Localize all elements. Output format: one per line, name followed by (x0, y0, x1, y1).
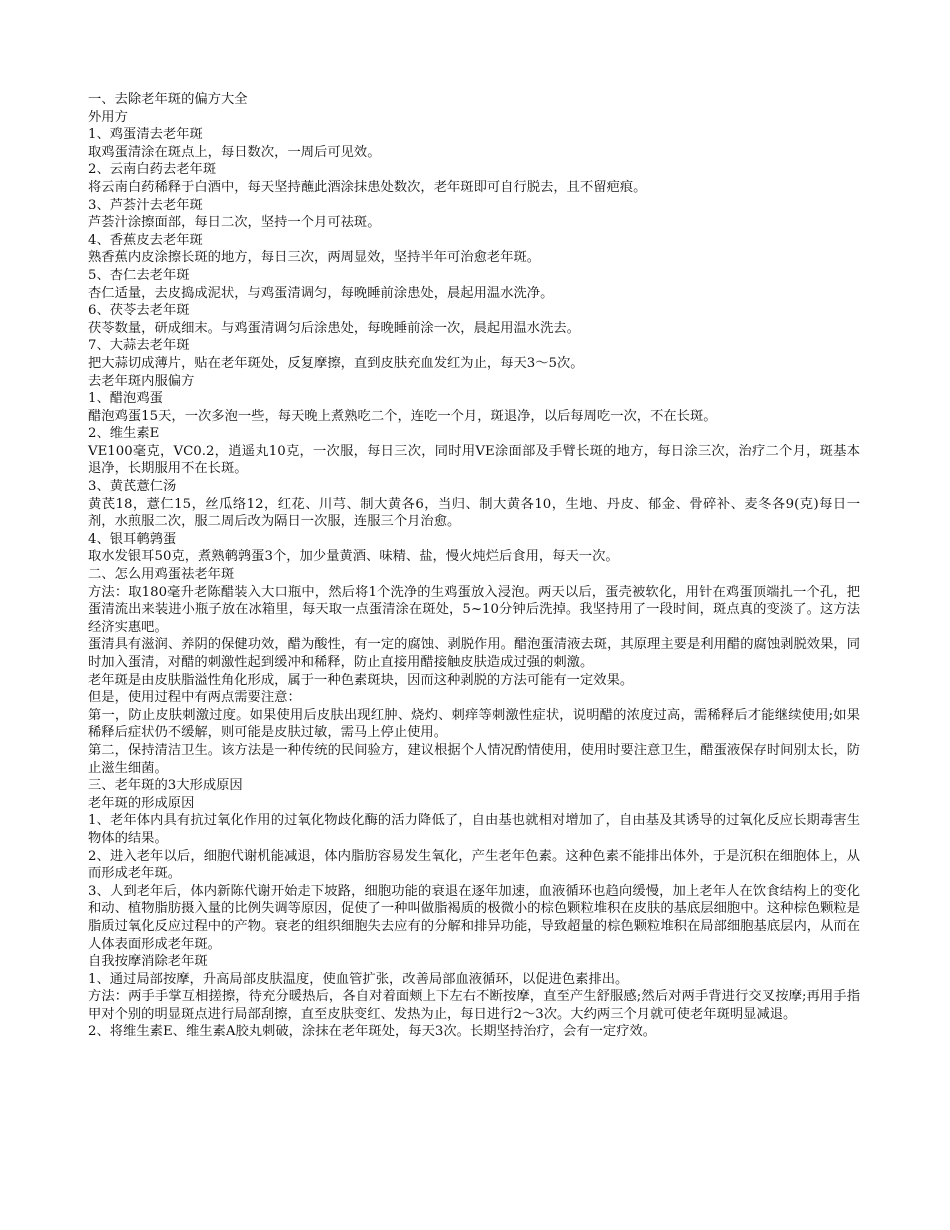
text-line: 老年斑的形成原因 (88, 795, 195, 811)
text-line: 醋泡鸡蛋15天，一次多泡一些，每天晚上煮熟吃二个，连吃一个月，斑退净，以后每周吃一次，不在长斑。 (88, 408, 717, 424)
text-line: 1、醋泡鸡蛋 (88, 391, 163, 407)
text-line: 7、大蒜去老年斑 (88, 338, 190, 354)
text-line: 茯苓数量，研成细末。与鸡蛋清调匀后涂患处，每晚睡前涂一次，晨起用温水洗去。 (88, 320, 580, 336)
text-line: 第二，保持清洁卫生。该方法是一种传统的民间验方，建议根据个人情况酌情使用，使用时要注意卫生，醋蛋液保存时间别太长，防止滋生细菌。 (88, 742, 860, 776)
text-line: 3、人到老年后，体内新陈代谢开始走下坡路，细胞功能的衰退在逐年加速，血液循环也趋向缓慢，加上老年人在饮食结构上的变化和动、植物脂肪摄入量的比例失调等原因，促使了一种叫做脂褐质的极微小的棕色颗粒堆积在皮肤的基底层细胞中。这种棕色颗粒是脂质过氧化反应过程中的产物。衰老的组织细胞失去应有的分解和排异功能，导致超量的棕色颗粒堆积在局部细胞基底层内，从而在人体表面形成老年斑。 (88, 883, 860, 952)
text-line: 三、老年斑的3大形成原因 (88, 778, 243, 794)
text-line: 5、杏仁去老年斑 (88, 267, 190, 283)
text-line: 4、香蕉皮去老年斑 (88, 232, 203, 248)
text-line: 把大蒜切成薄片，贴在老年斑处，反复摩擦，直到皮肤充血发红为止，每天3～5次。 (88, 355, 584, 371)
text-line: 一、去除老年斑的偏方大全 (88, 92, 248, 107)
text-line: 老年斑是由皮肤脂溢性角化形成，属于一种色素斑块，因而这种剥脱的方法可能有一定效果。 (88, 672, 634, 688)
text-line: 方法：两手手掌互相搓擦，待充分暖热后，各自对着面颊上下左右不断按摩，直至产生舒服感;然后对两手背进行交叉按摩;再用手指甲对个别的明显斑点进行局部刮擦，直至皮肤变红、发热为止，每日进行2～3次。大约两三个月就可使老年斑明显减退。 (88, 989, 860, 1022)
text-line: 黄芪18，薏仁15，丝瓜络12，红花、川芎、制大黄各6，当归、制大黄各10，生地、丹皮、郁金、骨碎补、麦冬各9(克)每日一剂，水煎服二次，服二周后改为隔日一次服，连服三个月治愈。 (88, 496, 860, 530)
text-line: 1、通过局部按摩，升高局部皮肤温度，使血管扩张，改善局部血液循环，以促进色素排出。 (88, 971, 629, 987)
text-line: 3、芦荟汁去老年斑 (88, 197, 203, 213)
document-body (88, 91, 860, 1041)
text-line: 自我按摩消除老年斑 (88, 954, 208, 970)
text-line: 取水发银耳50克，煮熟鹌鹑蛋3个，加少量黄酒、味精、盐，慢火炖烂后食用，每天一次。 (88, 549, 619, 565)
text-line: 第一，防止皮肤刺激过度。如果使用后皮肤出现红肿、烧灼、刺痒等刺激性症状，说明醋的浓度过高，需稀释后才能继续使用;如果稀释后症状仍不缓解，则可能是皮肤过敏，需马上停止使用。 (88, 707, 860, 741)
text-line: 杏仁适量，去皮捣成泥状，与鸡蛋清调匀，每晚睡前涂患处，晨起用温水洗净。 (88, 285, 554, 301)
text-line: 4、银耳鹌鹑蛋 (88, 531, 177, 547)
text-line: 6、茯苓去老年斑 (88, 303, 190, 319)
text-line: 芦荟汁涂擦面部，每日二次，坚持一个月可祛斑。 (88, 215, 381, 231)
text-line: 熟香蕉内皮涂擦长斑的地方，每日三次，两周显效，坚持半年可治愈老年斑。 (88, 250, 541, 266)
text-line: 1、鸡蛋清去老年斑 (88, 127, 203, 143)
text-line: 但是，使用过程中有两点需要注意： (88, 690, 301, 706)
text-line: 将云南白药稀释于白酒中，每天坚持蘸此酒涂抹患处数次，老年斑即可自行脱去，且不留疤痕。 (88, 179, 647, 195)
text-line: 蛋清具有滋润、养阴的保健功效，醋为酸性，有一定的腐蚀、剥脱作用。醋泡蛋清液去斑，其原理主要是利用醋的腐蚀剥脱效果，同时加入蛋清，对醋的刺激性起到缓冲和稀释，防止直接用醋接触皮肤造成过强的刺激。 (88, 637, 860, 670)
text-line: 外用方 (88, 109, 128, 125)
text-line: 2、云南白药去老年斑 (88, 162, 217, 178)
text-line: 3、黄芪薏仁汤 (88, 479, 177, 495)
text-line: 二、怎么用鸡蛋祛老年斑 (88, 567, 235, 583)
text-line: 取鸡蛋清涂在斑点上，每日数次，一周后可见效。 (88, 144, 381, 160)
text-line: 1、老年体内具有抗过氧化作用的过氧化物歧化酶的活力降低了，自由基也就相对增加了，自由基及其诱导的过氧化反应长期毒害生物体的结果。 (88, 813, 860, 846)
text-line: 方法：取180毫升老陈醋装入大口瓶中，然后将1个洗净的生鸡蛋放入浸泡。两天以后，蛋壳被软化，用针在鸡蛋顶端扎一个孔，把蛋清流出来装进小瓶子放在冰箱里，每天取一点蛋清涂在斑处，5~10分钟后洗掉。我坚持用了一段时间，斑点真的变淡了。这方法经济实惠吧。 (88, 584, 860, 635)
text-line: 2、维生素E (88, 426, 160, 442)
text-line: 去老年斑内服偏方 (88, 373, 195, 389)
text-line: 2、进入老年以后，细胞代谢机能减退，体内脂肪容易发生氧化，产生老年色素。这种色素不能排出体外，于是沉积在细胞体上，从而形成老年斑。 (88, 848, 860, 882)
text-line: VE100毫克，VC0.2，逍遥丸10克，一次服，每日三次，同时用VE涂面部及手臂长斑的地方，每日涂三次，治疗二个月，斑基本退净，长期服用不在长斑。 (88, 443, 860, 477)
text-line: 2、将维生素E、维生素A胶丸刺破，涂抹在老年斑处，每天3次。长期坚持治疗，会有一定疗效。 (88, 1024, 657, 1040)
